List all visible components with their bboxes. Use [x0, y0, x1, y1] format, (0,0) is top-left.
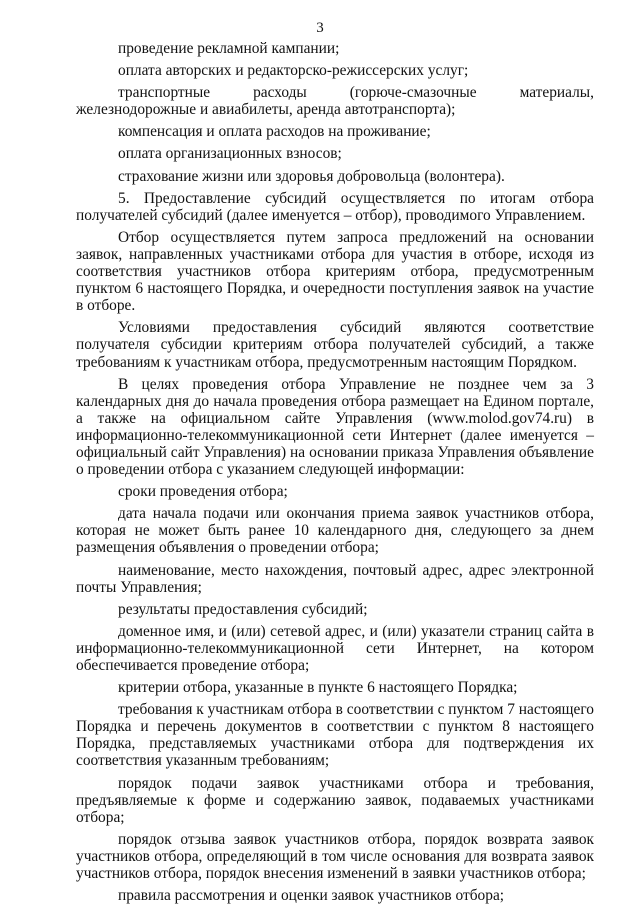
- list-item: оплата авторских и редакторско-режиссерских услуг;: [118, 62, 469, 80]
- list-item: наименование, место нахождения, почтовый адрес, адрес электронной почты Управления;: [76, 561, 594, 596]
- list-item: оплата организационных взносов;: [118, 145, 342, 163]
- list-item: компенсация и оплата расходов на проживание;: [118, 123, 431, 141]
- list-item: требования к участникам отбора в соответствии с пунктом 7 настоящего Порядка и перечень документов в соответствии с пунктом 8 настоящего Порядка, представляемых участниками отбора для подтверждения их соответствия указанным требованиям;: [76, 701, 594, 770]
- list-item: порядок подачи заявок участниками отбора и требования, предъявляемые к форме и содержанию заявок, подаваемых участниками отбора;: [76, 774, 594, 826]
- clause-5: 5. Предоставление субсидий осуществляется по итогам отбора получателей субсидий (далее именуется – отбор), проводимого Управлением.: [76, 189, 594, 224]
- list-item: порядок отзыва заявок участников отбора, порядок возврата заявок участников отбора, определяющий в том числе основания для возврата заявок участников отбора, порядок внесения изменений в заявки участников отбора;: [76, 830, 594, 883]
- list-item: результаты предоставления субсидий;: [118, 600, 368, 618]
- list-item: критерии отбора, указанные в пункте 6 настоящего Порядка;: [118, 679, 518, 697]
- list-item: проведение рекламной кампании;: [118, 40, 340, 57]
- list-item: сроки проведения отбора;: [118, 483, 288, 501]
- list-item: доменное имя, и (или) сетевой адрес, и (или) указатели страниц сайта в информационно-телекоммуникационной сети Интернет, на котором обеспечивается проведение отбора;: [76, 622, 594, 674]
- list-item: дата начала подачи или окончания приема заявок участников отбора, которая не может быть ранее 10 календарного дня, следующего за днем размещения объявления о проведении отбора;: [76, 505, 594, 557]
- paragraph: В целях проведения отбора Управление не позднее чем за 3 календарных дня до начала проведения отбора размещает на Едином портале, а также на официальном сайте Управления (www.molod.gov74.ru) в информационно-телекоммуникационной сети Интернет (далее именуется – официальный сайт Управления) на основании приказа Управления объявление о проведении отбора с указанием следующей информации:: [76, 375, 594, 479]
- list-item: транспортные расходы (горюче-смазочные материалы, железнодорожные и авиабилеты, аренда автотранспорта);: [76, 84, 594, 119]
- list-item: страхование жизни или здоровья добровольца (волонтера).: [118, 167, 505, 185]
- paragraph: Условиями предоставления субсидий являются соответствие получателя субсидии критериям отбора получателей субсидий, а также требованиям к участникам отбора, предусмотренным настоящим Порядком.: [76, 319, 594, 371]
- list-item: правила рассмотрения и оценки заявок участников отбора;: [118, 887, 505, 905]
- page-number: 3: [316, 20, 324, 36]
- paragraph: Отбор осуществляется путем запроса предложений на основании заявок, направленных участниками отбора для участия в отборе, исходя из соответствия участников отбора критериям отбора, предусмотренным пунктом 6 настоящего Порядка, и очередности поступления заявок на участие в отборе.: [76, 228, 594, 315]
- document-body: [76, 40, 594, 909]
